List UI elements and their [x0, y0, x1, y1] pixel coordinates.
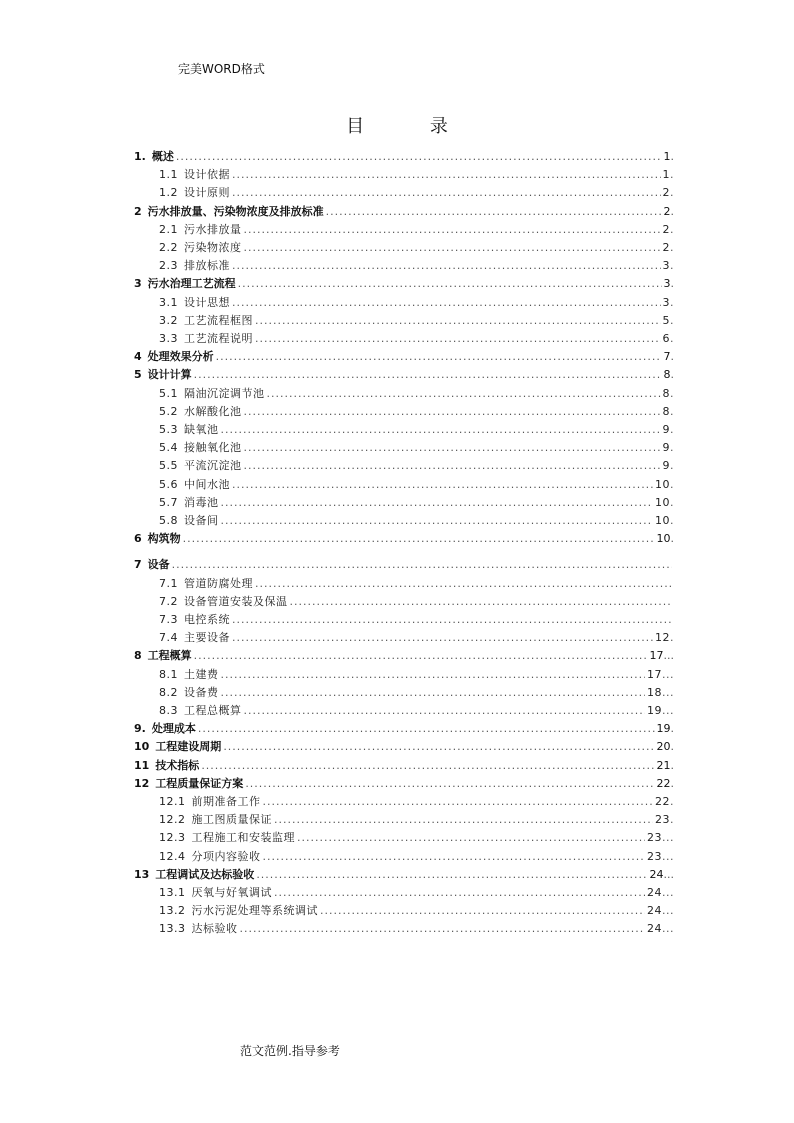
toc-entry-tail: ...: [662, 667, 674, 681]
toc-entry-number: 3.3: [159, 332, 178, 345]
toc-entry[interactable]: [134, 647, 674, 665]
toc-entry[interactable]: [134, 148, 674, 166]
toc-entry-page: 23: [655, 813, 670, 827]
toc-entry-tail: .: [670, 313, 674, 327]
toc-entry-tail: ...: [662, 831, 674, 845]
dot-leader: [244, 702, 646, 720]
toc-entry-tail: .: [670, 368, 674, 382]
dot-leader: [172, 556, 672, 574]
toc-title: 目 录: [346, 116, 478, 137]
toc-entry-title: 主要设备: [184, 631, 230, 645]
toc-entry-page: 24: [647, 886, 662, 899]
toc-entry-page: 1: [663, 150, 671, 163]
toc-entry-page: 21: [656, 758, 671, 772]
toc-entry-page: 17: [649, 649, 664, 663]
toc-entry-number: 10: [134, 740, 150, 754]
dot-leader: [194, 647, 648, 665]
toc-entry-title: 概述: [151, 150, 174, 163]
toc-entry-tail: .: [670, 776, 674, 790]
toc-entry-title: 设备间: [184, 514, 219, 527]
dot-leader: [274, 811, 653, 829]
toc-entry-tail: .: [670, 222, 674, 236]
dot-leader: [201, 757, 654, 775]
dot-leader: [263, 848, 646, 866]
toc-entry[interactable]: [159, 593, 674, 611]
dot-leader: [297, 829, 645, 847]
dot-leader: [221, 666, 646, 684]
dot-leader: [221, 512, 654, 530]
toc-entry-title: 工艺流程说明: [184, 332, 253, 345]
dot-leader: [232, 611, 672, 629]
dot-leader: [255, 575, 672, 593]
toc-entry-title: 污水排放量、污染物浓度及排放标准: [147, 204, 324, 218]
toc-entry-title: 污水治理工艺流程: [147, 277, 236, 291]
toc-entry-page: 19: [656, 722, 671, 736]
toc-entry-page: 20: [656, 740, 671, 754]
toc-entry-page: 3: [663, 277, 671, 291]
toc-entry-tail: .: [670, 441, 674, 455]
toc-entry-title: 设备费: [184, 685, 219, 699]
toc-entry[interactable]: [159, 848, 674, 866]
toc-entry[interactable]: [159, 184, 674, 202]
toc-entry[interactable]: [159, 330, 674, 348]
toc-entry-number: 6: [134, 532, 142, 546]
toc-entry-page: 22: [656, 776, 671, 790]
toc-entry-title: 工程总概算: [184, 704, 242, 717]
toc-entry[interactable]: [159, 239, 674, 257]
toc-entry-number: 2: [134, 204, 142, 218]
toc-entry[interactable]: [134, 366, 674, 384]
toc-entry[interactable]: [159, 666, 674, 684]
toc-entry-number: 5.1: [159, 386, 178, 400]
toc-entry-number: 8: [134, 649, 142, 663]
toc-entry-tail: .: [670, 722, 674, 736]
toc-entry-tail: ...: [662, 904, 674, 918]
toc-entry[interactable]: [134, 348, 674, 366]
toc-entry-page: 2: [662, 222, 670, 236]
toc-entry-number: 5.5: [159, 459, 178, 473]
dot-leader: [183, 530, 655, 548]
toc-entry-title: 排放标准: [184, 259, 230, 273]
toc-entry[interactable]: [159, 312, 674, 330]
page-footer: 范文范例.指导参考: [240, 1044, 340, 1058]
toc-entry-number: 7: [134, 558, 142, 572]
toc-entry-title: 设备管道安装及保温: [184, 594, 288, 608]
dot-leader: [194, 366, 662, 384]
toc-entry-tail: .: [670, 495, 674, 509]
toc-entry-page: 1: [662, 168, 670, 182]
dot-leader: [221, 421, 661, 439]
toc-entry[interactable]: [134, 556, 674, 574]
toc-entry-page: 9: [662, 459, 670, 473]
toc-entry-page: 8: [663, 368, 671, 382]
toc-entry-tail: ...: [662, 922, 674, 936]
toc-entry[interactable]: [159, 439, 674, 457]
toc-entry-title: 土建费: [184, 667, 219, 681]
toc-entry-title: 电控系统: [184, 613, 230, 626]
toc-entry-number: 7.2: [159, 594, 178, 608]
toc-entry[interactable]: [159, 793, 674, 811]
toc-entry-title: 技术指标: [155, 758, 200, 772]
toc-entry-number: 2.2: [159, 241, 178, 254]
dot-leader: [326, 203, 662, 221]
toc-entry-title: 设计依据: [184, 168, 230, 182]
toc-entry-tail: .: [670, 758, 674, 772]
toc-entry-number: 13.2: [159, 904, 186, 918]
toc-entry-tail: .: [670, 386, 674, 400]
toc-entry[interactable]: [134, 775, 674, 793]
toc-entry-title: 接触氧化池: [184, 441, 242, 455]
toc-entry-number: 5.3: [159, 423, 178, 436]
toc-entry[interactable]: [159, 257, 674, 275]
toc-entry-page: 17: [647, 667, 662, 681]
toc-entry-number: 7.3: [159, 613, 178, 626]
toc-entry-tail: .: [670, 350, 674, 364]
toc-entry-number: 8.3: [159, 704, 178, 717]
dot-leader: [232, 294, 661, 312]
toc-entry-tail: ...: [662, 849, 674, 863]
toc-entry-tail: .: [670, 813, 674, 827]
toc-entry-title: 设计计算: [147, 368, 192, 382]
toc-entry-tail: .: [670, 241, 674, 254]
toc-entry-title: 工艺流程框图: [184, 313, 253, 327]
toc-entry-page: 3: [662, 295, 670, 309]
toc-entry-number: 5: [134, 368, 142, 382]
toc-entry-title: 工程施工和安装监理: [191, 831, 295, 845]
toc-entry-number: 7.1: [159, 576, 178, 590]
toc-entry-number: 3.2: [159, 313, 178, 327]
toc-entry-title: 缺氧池: [184, 423, 219, 436]
toc-entry-title: 消毒池: [184, 495, 219, 509]
toc-entry-page: 24: [647, 922, 662, 936]
dot-leader: [255, 330, 661, 348]
dot-leader: [245, 775, 654, 793]
toc-entry[interactable]: [159, 629, 674, 647]
toc-entry-number: 3.1: [159, 295, 178, 309]
toc-entry-number: 3: [134, 277, 142, 291]
dot-leader: [244, 457, 661, 475]
toc-entry[interactable]: [134, 203, 674, 221]
toc-entry[interactable]: [134, 757, 674, 775]
dot-leader: [232, 184, 661, 202]
toc-entry[interactable]: [159, 403, 674, 421]
toc-entry[interactable]: [159, 457, 674, 475]
toc-entry-title: 污水排放量: [184, 222, 242, 236]
toc-entry-title: 设计思想: [184, 295, 230, 309]
toc-entry-page: 2: [662, 241, 670, 254]
toc-entry[interactable]: [159, 294, 674, 312]
toc-entry-title: 厌氧与好氧调试: [191, 886, 272, 899]
toc-entry-page: 3: [662, 259, 670, 273]
toc-entry-number: 5.8: [159, 514, 178, 527]
toc-entry-number: 5.7: [159, 495, 178, 509]
toc-entry[interactable]: [134, 866, 674, 884]
toc-entry-page: 7: [663, 350, 671, 364]
toc-entry-tail: .: [670, 423, 674, 436]
toc-entry[interactable]: [159, 902, 674, 920]
toc-entry-page: 6: [662, 332, 670, 345]
toc-entry-page: 10: [656, 532, 671, 546]
dot-leader: [244, 403, 661, 421]
toc-entry-number: 4: [134, 350, 142, 364]
toc-entry-title: 前期准备工作: [191, 795, 261, 808]
toc-entry-number: 13.3: [159, 922, 186, 936]
dot-leader: [221, 684, 646, 702]
toc-entry-title: 工程质量保证方案: [155, 776, 244, 790]
toc-entry[interactable]: [159, 385, 674, 403]
dot-leader: [232, 476, 653, 494]
dot-leader: [274, 884, 645, 902]
page-header: 完美WORD格式: [178, 62, 265, 76]
toc-entry-page: 22: [655, 795, 670, 808]
toc-entry-title: 设备: [147, 558, 170, 572]
toc-entry-title: 隔油沉淀调节池: [184, 386, 265, 400]
toc-entry-tail: ...: [663, 867, 674, 881]
toc-entry-page: 10: [655, 495, 670, 509]
toc-entry-number: 8.2: [159, 685, 178, 699]
toc-entry-tail: .: [670, 295, 674, 309]
toc-entry-number: 1.: [134, 150, 146, 163]
toc-entry[interactable]: [134, 720, 674, 738]
toc-entry-number: 9.: [134, 722, 146, 736]
toc-entry-title: 工程调试及达标验收: [155, 867, 255, 881]
toc-entry-tail: .: [670, 168, 674, 182]
toc-entry-title: 污水污泥处理等系统调试: [191, 904, 318, 918]
dot-leader: [238, 275, 662, 293]
dot-leader: [216, 348, 662, 366]
toc-entry-title: 构筑物: [147, 532, 181, 546]
dot-leader: [198, 720, 655, 738]
toc-entry-number: 5.4: [159, 441, 178, 455]
toc-entry-tail: .: [670, 259, 674, 273]
toc-entry-tail: .: [670, 459, 674, 473]
toc-entry-page: 23: [647, 849, 662, 863]
toc-entry-number: 12: [134, 776, 150, 790]
toc-entry[interactable]: [159, 512, 674, 530]
toc-entry-page: 10: [655, 477, 670, 491]
toc-entry-page: 23: [647, 831, 662, 845]
toc-entry-title: 中间水池: [184, 477, 230, 491]
toc-entry-number: 1.1: [159, 168, 178, 182]
toc-entry-tail: .: [670, 795, 674, 808]
toc-entry-number: 12.4: [159, 849, 186, 863]
dot-leader: [320, 902, 645, 920]
dot-leader: [176, 148, 662, 166]
dot-leader: [232, 257, 661, 275]
toc-entry-number: 5.2: [159, 404, 178, 418]
dot-leader: [255, 312, 661, 330]
toc-entry[interactable]: [159, 684, 674, 702]
toc-entry[interactable]: [159, 476, 674, 494]
dot-leader: [244, 439, 661, 457]
toc-entry-title: 平流沉淀池: [184, 459, 242, 473]
toc-entry-tail: .: [670, 477, 674, 491]
toc-entry[interactable]: [159, 494, 674, 512]
toc-entry-number: 11: [134, 758, 150, 772]
dot-leader: [223, 738, 654, 756]
dot-leader: [256, 866, 647, 884]
toc-entry-tail: .: [670, 332, 674, 345]
dot-leader: [240, 920, 646, 938]
dot-leader: [244, 239, 661, 257]
dot-leader: [244, 221, 661, 239]
toc-entry[interactable]: [159, 611, 674, 629]
toc-entry-title: 管道防腐处理: [184, 576, 253, 590]
toc-entry-number: 7.4: [159, 631, 178, 645]
toc-entry-tail: .: [670, 404, 674, 418]
toc-entry-title: 工程建设周期: [155, 740, 222, 754]
toc-entry-tail: .: [670, 532, 674, 546]
toc-entry[interactable]: [134, 530, 674, 548]
toc-entry-page: 10: [655, 514, 670, 527]
toc-entry-title: 设计原则: [184, 186, 230, 200]
toc-entry[interactable]: [159, 884, 674, 902]
toc-entry-number: 8.1: [159, 667, 178, 681]
toc-entry-page: 2: [663, 204, 671, 218]
toc-entry-tail: ...: [663, 649, 674, 663]
toc-entry-number: 1.2: [159, 186, 178, 200]
toc-entry-tail: ...: [662, 886, 674, 899]
toc-entry-number: 12.3: [159, 831, 186, 845]
toc-entry-tail: .: [670, 204, 674, 218]
toc-entry-page: 8: [662, 404, 670, 418]
toc-entry-page: 8: [662, 386, 670, 400]
toc-entry[interactable]: [159, 702, 674, 720]
toc-entry-page: 24: [649, 867, 664, 881]
toc-entry-title: 达标验收: [191, 922, 238, 936]
toc-entry[interactable]: [159, 421, 674, 439]
toc-entry-tail: .: [670, 277, 674, 291]
toc-entry-number: 2.1: [159, 222, 178, 236]
toc-entry-tail: .: [670, 740, 674, 754]
toc-entry-tail: ...: [662, 704, 674, 717]
toc-entry-tail: .: [670, 150, 674, 163]
toc-entry[interactable]: [159, 811, 674, 829]
toc-entry-page: 24: [647, 904, 662, 918]
toc-entry-title: 处理效果分析: [147, 350, 214, 364]
dot-leader: [290, 593, 673, 611]
toc-entry-number: 13: [134, 867, 150, 881]
toc-entry-tail: .: [670, 186, 674, 200]
toc-entry[interactable]: [159, 829, 674, 847]
dot-leader: [267, 385, 661, 403]
toc-entry-title: 处理成本: [151, 722, 196, 736]
dot-leader: [232, 166, 661, 184]
toc-entry-page: 18: [647, 685, 662, 699]
toc-entry-number: 5.6: [159, 477, 178, 491]
toc-entry[interactable]: [159, 221, 674, 239]
toc-entry[interactable]: [134, 275, 674, 293]
toc-entry-tail: .: [670, 631, 674, 645]
toc-entry-page: 2: [662, 186, 670, 200]
toc-entry-title: 工程概算: [147, 649, 192, 663]
toc-entry-title: 水解酸化池: [184, 404, 242, 418]
toc-entry[interactable]: [134, 738, 674, 756]
toc-entry-page: 5: [662, 313, 670, 327]
dot-leader: [221, 494, 654, 512]
toc-entry-page: 19: [647, 704, 662, 717]
dot-leader: [232, 629, 653, 647]
toc-entry-page: 9: [662, 441, 670, 455]
toc-entry-page: 9: [662, 423, 670, 436]
toc-entry-tail: ...: [662, 685, 674, 699]
toc-entry-number: 12.2: [159, 813, 186, 827]
toc-entry-number: 13.1: [159, 886, 186, 899]
toc-entry-title: 施工图质量保证: [191, 813, 272, 827]
toc-entry-title: 污染物浓度: [184, 241, 242, 254]
toc-entry-number: 12.1: [159, 795, 186, 808]
toc-entry[interactable]: [159, 575, 674, 593]
toc-entry[interactable]: [159, 920, 674, 938]
toc-entry-page: 12: [655, 631, 670, 645]
toc-entry-tail: .: [670, 514, 674, 527]
toc-entry-title: 分项内容验收: [191, 849, 261, 863]
toc-entry[interactable]: [159, 166, 674, 184]
toc-entry-number: 2.3: [159, 259, 178, 273]
dot-leader: [263, 793, 654, 811]
